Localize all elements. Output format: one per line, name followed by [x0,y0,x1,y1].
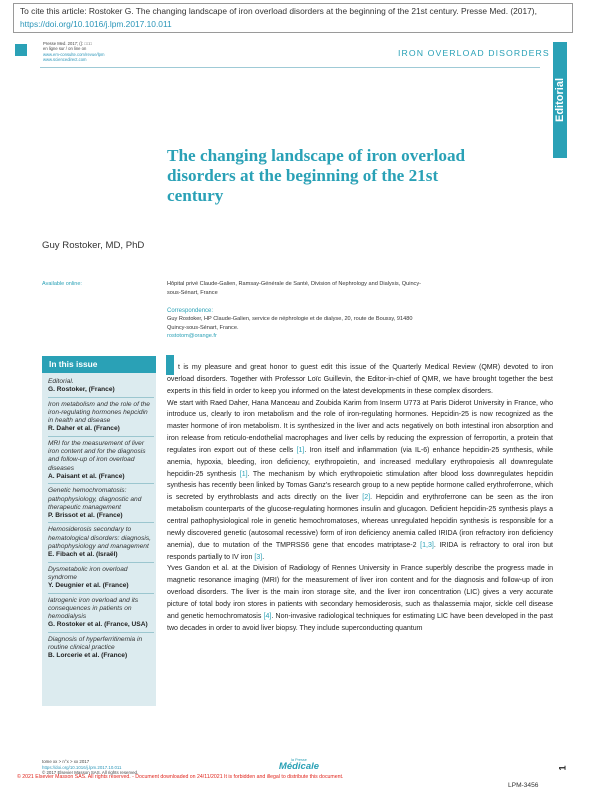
reference-link[interactable]: [1] [239,470,248,478]
footer-volume: tome xx > n°x > xx 2017 [42,759,90,764]
body-paragraph-1: t is my pleasure and great honor to guest edit this issue of the Quarterly Medical Review (QMR) devoted to iron overload disorders. Together with Professor Loïc Guillevin, the Editor-in-chief of QMR, we have brought together the best experts in this field in order to keep you informed on the latest developments in these complex disorders. [167,364,553,395]
logo-small-text: la Presse [291,758,307,762]
reference-link[interactable]: [4] [263,612,272,620]
issue-item-title: Iron metabolism and the role of the iron-regulating hormones hepcidin in health and disease [48,400,150,425]
download-notice: © 2021 Elsevier Masson SAS. All rights reserved. - Document downloaded on 24/11/2021 It is forbidden and illegal to distribute this document. [17,774,344,780]
issue-item-authors: E. Fibach et al. (Israël) [48,551,118,559]
correspondence-block [167,315,427,341]
issue-item-authors: P. Brissot et al. (France) [48,512,123,520]
issue-item-authors: G. Rostoker, (France) [48,386,115,394]
journal-link-emc[interactable]: www.em-consulte.com/revue/lpm [43,51,105,57]
issue-item-authors: R. Daher et al. (France) [48,425,120,433]
issue-item[interactable] [48,566,154,594]
issue-item-authors: B. Lorcerie et al. (France) [48,652,128,660]
reference-link[interactable]: [2] [362,494,371,502]
issue-item[interactable] [48,597,154,633]
issue-item[interactable] [48,378,154,398]
issue-item[interactable] [48,636,154,663]
issue-item-title: MRI for the measurement of liver iron content and for the diagnosis and follow-up of iron overload diseases [48,439,146,472]
body-paragraph-3: Yves Gandon et al. at the Division of Radiology of Rennes University in France superbly describe the progress made in magnetic resonance imaging (MRI) for the measurement of liver iron content and for the diagnosis and follow-up of iron overload disorders. The liver is the main iron storage site, and the liver iron concentration (LIC) gives a very accurate picture of total body iron stores in patients with secondary hemosiderosis, such as thalassemia major, sickle cell disease and genetic hemochromatosis [4]. Non-invasive radiological techniques for estimating LIC have been developed in the past two decades in order to avoid liver biopsy. They include superconducting quantum [167,565,553,632]
article-code: LPM-3456 [508,782,539,789]
issue-item-authors: A. Paisant et al. (France) [48,472,125,480]
journal-link-sd[interactable]: www.sciencedirect.com [43,57,87,63]
journal-meta [43,41,104,63]
issue-item-authors: G. Rostoker et al. (France, USA) [48,621,148,629]
correspondence-address: Guy Rostoker, HP Claude-Galien, service de néphrologie et de dialyse, 20, route de Boussy, 91480 Quincy-sous-Sénart, France. [167,316,413,331]
article-body [167,362,553,634]
body-paragraph-2: We start with Raed Daher, Hana Manceau and Zoubida Karim from Inserm U773 at Paris Diderot University in France, who introduce us, clearly to iron metabolism and the role of iron-regulating hormones. Hepcidin-25 is now recognized as the master hormone of iron metabolism. It is synthesized in the liver and acts negatively on both intestinal iron absorption and iron release from reticulo-endothelial macrophages and liver cells by reducing the expression of ferroportin, a protein that regulates iron export out of these cells [1]. Iron itself and inflammation (via IL-6) enhance hepcidin-25 synthesis, while anemia, hypoxia, bleeding, iron deficiency, erythropoietin, and increased medullary erythropoiesis all downregulate hepcidin-25 synthesis [1]. The mechanism by which erythropoietic stimulation after blood loss downregulates hepcidin synthesis has recently been linked by Tomas Ganz’s research group to a new peptide hormone called erythroferrone, which is secreted by erythroblasts and acts directly on the liver [2]. Hepcidin and erythroferrone can be seen as the iron metabolism counterparts of the glucose-regulating hormones insulin and glucagon. Deficient hepcidin-25 synthesis plays a central pathophysiological role in genetic hemochromatoses, whereas unregulated hepcidin synthesis is responsible for a newly discovered genetic (autosomal recessive) form of iron deficiency anemia called IRIDA (iron refractory iron deficiency anemia), due to mutation of the TMPRSS6 gene that encodes matriptase-2 [1,3]. IRIDA is refractory to oral iron but responds partially to IV iron [3]. [167,399,554,561]
citation-text: To cite this article: Rostoker G. The changing landscape of iron overload disorders at the beginning of the 21st century. Presse Med. (2017), [20,6,537,16]
issue-item-title: Iatrogenic iron overload and its consequences in patients on hemodialysis [48,596,139,621]
issue-item-title: Diagnosis of hyperferritinemia in routine clinical practice [48,635,143,652]
article-title: The changing landscape of iron overload disorders at the beginning of the 21st century [167,146,466,205]
issue-item[interactable] [48,526,154,562]
in-this-issue-list [48,378,154,666]
issue-item-title: Editorial. [48,378,74,385]
citation-doi-link[interactable]: https://doi.org/10.1016/j.lpm.2017.10.011 [20,18,172,29]
correspondence-email[interactable]: rostotom@orange.fr [167,333,217,340]
issue-item[interactable] [48,401,154,437]
section-heading: IRON OVERLOAD DISORDERS [398,48,550,58]
reference-link[interactable]: [1,3] [420,541,434,549]
footer-doi-link[interactable]: https://doi.org/10.1016/j.lpm.2017.10.011 [42,764,122,770]
logo-main-text: Médicale [278,761,320,772]
issue-item-title: Hemosiderosis secondary to hematological disorders: diagnosis, pathophysiology and management [48,526,151,551]
citation-box [13,3,573,33]
journal-issue: Presse Med. 2017; (): □□□ [43,41,93,46]
issue-item-title: Dysmetabolic iron overload syndrome [48,565,128,581]
header-divider [40,67,540,68]
issue-item[interactable] [48,440,154,484]
page-number: 1 [557,765,568,771]
online-label: en ligne sur / on line on [43,46,87,52]
reference-link[interactable]: [1] [296,446,305,454]
journal-logo [274,758,324,772]
footer-rights: © 2017 Elsevier Masson SAS. All rights reserved. [42,770,139,776]
available-online-label: Available online: [42,281,82,287]
correspondence-label: Correspondence: [167,308,214,314]
in-this-issue-header [42,356,156,373]
issue-item-title: Genetic hemochromatosis: pathophysiology, diagnostic and therapeutic management [48,487,142,511]
author-name: Guy Rostoker, MD, PhD [42,240,145,251]
issue-item[interactable] [48,487,154,523]
author-affiliation: Hôpital privé Claude-Galien, Ramsay-Générale de Santé, Division of Nephrology and Dialysis, Quincy-sous-Sénart, France [167,281,422,296]
article-type-label: Editorial [554,77,566,123]
section-marker [15,44,27,56]
in-this-issue-title: In this issue [49,359,98,369]
article-type-tab [553,42,567,158]
issue-item-authors: Y. Deugnier et al. (France) [48,582,129,590]
reference-link[interactable]: [3] [254,553,263,561]
